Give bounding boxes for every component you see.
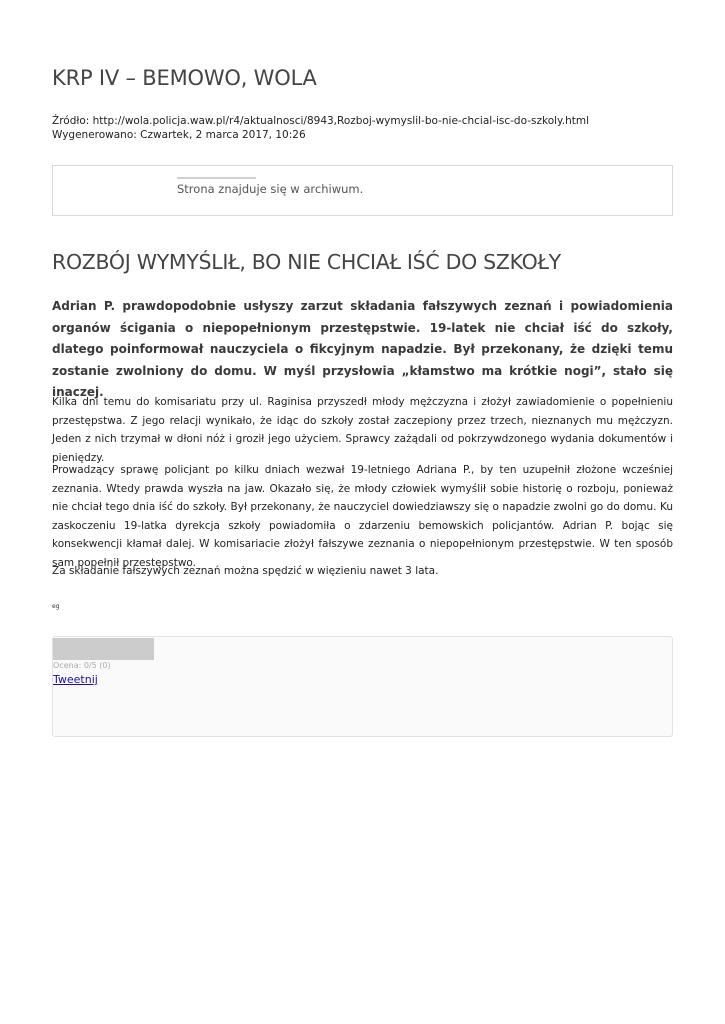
- article-paragraph-3: Za składanie fałszywych zeznań można spędzić w więzieniu nawet 3 lata.: [52, 565, 439, 577]
- site-title: KRP IV – BEMOWO, WOLA: [52, 66, 317, 90]
- author-initials: eg: [52, 603, 60, 610]
- rating-score: Ocena: 0/5 (0): [53, 661, 111, 670]
- document-meta: [52, 114, 589, 142]
- generated-line: Wygenerowano: Czwartek, 2 marca 2017, 10:26: [52, 129, 306, 141]
- article-paragraph-1: Kilka dni temu do komisariatu przy ul. Raginisa przyszedł młody mężczyzna i złożył zawiadomienie o popełnieniu przestępstwa. Z jego relacji wynikało, że idąc do szkoły został zaczepiony przez trzech, nieznanych mu mężczyzn. Jeden z nich trzymał w dłoni nóż i groził jego użyciem. Sprawcy zażądali od pokrzywdzonego wydania dokumentów i pieniędzy.: [52, 396, 673, 464]
- article-paragraph-2: Prowadzący sprawę policjant po kilku dniach wezwał 19-letniego Adriana P., by ten uzupełnił złożone wcześniej zeznania. Wtedy prawda wyszła na jaw. Okazało się, że młody człowiek wymyślił sobie historię o rozboju, ponieważ nie chciał tego dnia iść do szkoły. Był przekonany, że nauczyciel dowiedziawszy się o napadzie zwolni go do domu. Ku zaskoczeniu 19-latka dyrekcja szkoły powiadomiła o zdarzeniu bemowskich policjantów. Adrian P. bojąc się konsekwencji kłamał dalej. W komisariacie złożył fałszywe zeznania o niepopełnionym przestępstwie. W ten sposób sam popełnił przestępstwo.: [52, 464, 673, 569]
- archive-bar: [177, 177, 256, 179]
- article-title: ROZBÓJ WYMYŚLIŁ, BO NIE CHCIAŁ IŚĆ DO SZKOŁY: [52, 250, 561, 274]
- rating-stars-bar[interactable]: [53, 638, 154, 660]
- tweet-link[interactable]: Tweetnij: [53, 673, 98, 686]
- rating-box: [52, 636, 673, 737]
- archive-notice-box: [52, 165, 673, 216]
- archive-notice-text: Strona znajduje się w archiwum.: [177, 182, 364, 196]
- source-line: Źródło: http://wola.policja.waw.pl/r4/aktualnosci/8943,Rozboj-wymyslil-bo-nie-chcial-isc-do-szkoly.html: [52, 115, 590, 127]
- article-lead: Adrian P. prawdopodobnie usłyszy zarzut składania fałszywych zeznań i powiadomienia organów ścigania o niepopełnionym przestępstwie. 19-latek nie chciał iść do szkoły, dlatego poinformował nauczyciela o fikcyjnym napadzie. Był przekonany, że dzięki temu zostanie zwolniony do domu. W myśl przysłowia „kłamstwo ma krótkie nogi”, stało się inaczej.: [52, 299, 673, 399]
